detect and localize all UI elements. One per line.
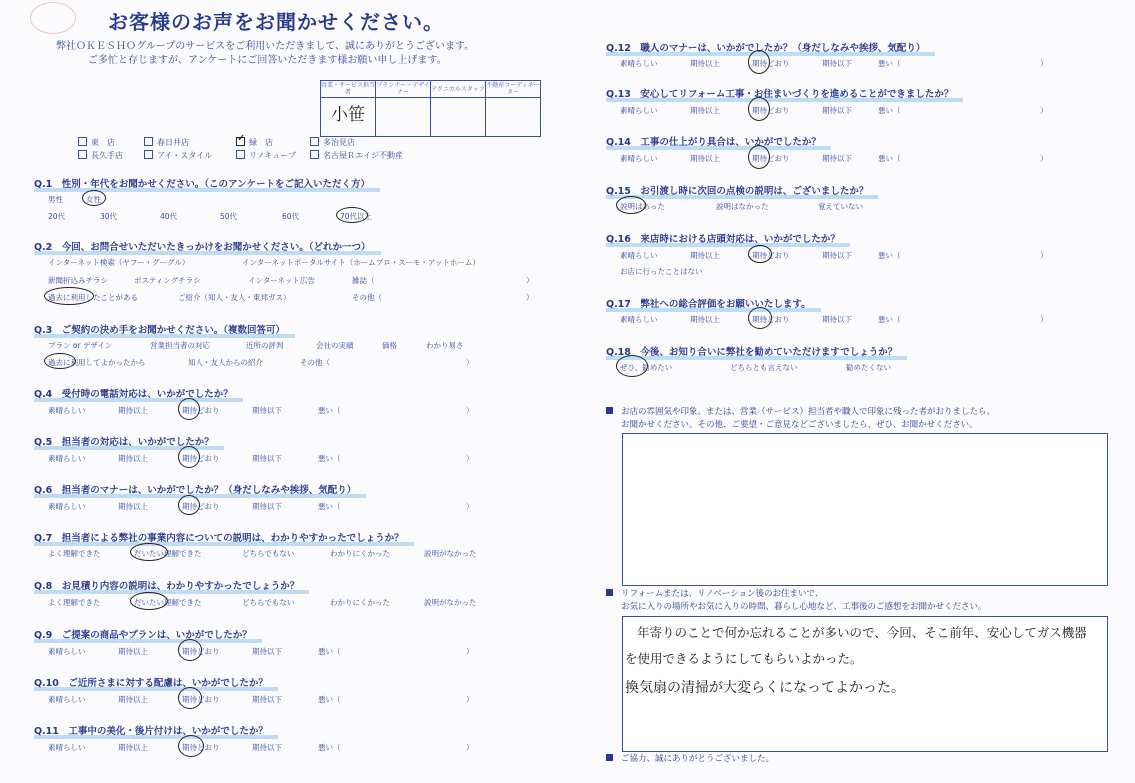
answer-option[interactable]: 過去に利用したことがある	[48, 293, 138, 302]
selected-answer-circle	[82, 190, 106, 206]
answer-option[interactable]: 悪い（	[878, 251, 901, 260]
answer-option[interactable]: 素晴らしい	[620, 315, 658, 324]
answer-option[interactable]: よく理解できた	[48, 549, 101, 558]
answer-option[interactable]: 新聞折込みチラシ	[48, 276, 108, 285]
answer-option[interactable]: どちらでもない	[242, 549, 295, 558]
answer-option[interactable]: ）	[466, 695, 474, 704]
answer-option[interactable]: 期待どおり	[752, 154, 790, 163]
question-label: Q.5 担当者の対応は、いかがでしたか？	[34, 437, 214, 448]
section-comments-header	[606, 406, 995, 432]
selected-answer-circle	[178, 639, 202, 661]
question-right-7	[606, 344, 897, 358]
selected-answer-circle	[130, 592, 168, 610]
handwritten-line-1: 年寄りのことで何か忘れることが多いので、今回、そこ前年、安心してガス機器	[637, 625, 1087, 640]
store-checkbox[interactable]	[310, 137, 319, 146]
store-label: 名古屋Ｒエイジ不動産	[323, 151, 403, 160]
comments-box[interactable]	[622, 433, 1108, 586]
staff-header-technical: テクニカルスタッフ	[431, 81, 486, 98]
answer-option[interactable]: 期待以下	[822, 315, 852, 324]
selected-answer-circle	[178, 446, 200, 468]
answer-option[interactable]: 説明はあった	[620, 202, 665, 211]
section1-line-2: お聞かせください。その他、ご要望・ご意見などございましたら、ぜひ、お聞かせください。	[621, 420, 978, 430]
staff-header-sales: 営業・サービス担当者	[321, 82, 376, 96]
answer-option[interactable]: 悪い（	[878, 315, 901, 324]
answer-option[interactable]: ）	[466, 743, 474, 752]
question-label: Q.10 ご近所さまに対する配慮は、いかがでしたか？	[34, 678, 268, 689]
answer-option[interactable]: 20代	[48, 212, 66, 221]
answer-option[interactable]: 期待以上	[690, 154, 720, 163]
answer-option[interactable]: 近所の評判	[246, 341, 284, 350]
answer-option[interactable]: 期待どおり	[182, 695, 220, 704]
question-right-2	[606, 86, 953, 100]
selected-answer-circle	[178, 495, 200, 515]
staff-header-realestate: 不動産コーディネーター	[486, 82, 540, 96]
answer-option[interactable]: 期待以上	[118, 743, 148, 752]
question-label: Q.17 弊社への総合評価をお願いいたします。	[606, 299, 811, 310]
answer-option[interactable]: 期待以上	[118, 695, 148, 704]
answer-option[interactable]: ）	[526, 276, 534, 285]
question-label: Q.16 来店時における店頭対応は、いかがでしたか？	[606, 234, 840, 245]
selected-answer-circle	[178, 735, 204, 757]
answer-option[interactable]: 50代	[220, 212, 238, 221]
answer-option[interactable]: 期待どおり	[752, 106, 790, 115]
answer-option[interactable]: 期待どおり	[752, 315, 790, 324]
question-right-3	[606, 134, 821, 148]
answer-option[interactable]: 期待以上	[118, 502, 148, 511]
footer-text: ご協力、誠にありがとうございました。	[621, 754, 775, 764]
selected-answer-circle	[336, 207, 368, 223]
answer-option[interactable]: 素晴らしい	[620, 59, 658, 68]
answer-option[interactable]: よく理解できた	[48, 598, 101, 607]
answer-option[interactable]: 期待以上	[690, 251, 720, 260]
handwritten-line-2: を使用できるようにしてもらいよかった。	[625, 651, 863, 666]
answer-option[interactable]: 会社の実績	[316, 341, 354, 350]
answer-option[interactable]: 悪い（	[878, 106, 901, 115]
question-left-3	[34, 322, 285, 336]
handwritten-line-3: 換気扇の清掃が大変らくになってよかった。	[625, 680, 905, 696]
answer-option[interactable]: 期待以下	[252, 454, 282, 463]
answer-option[interactable]: 期待以上	[690, 59, 720, 68]
question-left-7	[34, 530, 404, 544]
answer-option[interactable]: 期待以下	[252, 743, 282, 752]
answer-option[interactable]: 70代以上	[340, 212, 373, 221]
staff-sales-cell[interactable]	[321, 98, 376, 137]
answer-option[interactable]: 営業担当者の対応	[150, 341, 210, 350]
selected-answer-circle	[178, 687, 202, 709]
store-checkbox[interactable]	[310, 150, 319, 159]
answer-option[interactable]: 説明がなかった	[424, 549, 477, 558]
question-left-6	[34, 482, 356, 496]
answer-option[interactable]: 期待以下	[252, 406, 282, 415]
answer-option[interactable]: 期待どおり	[752, 59, 790, 68]
answer-option[interactable]: 男性	[48, 195, 63, 204]
question-label: Q.9 ご提案の商品やプランは、いかがでしたか？	[34, 630, 252, 641]
question-right-4	[606, 183, 868, 197]
answer-option[interactable]: わかりにくかった	[330, 598, 390, 607]
answer-option[interactable]: 期待以上	[118, 647, 148, 656]
answer-option[interactable]: 期待以下	[252, 647, 282, 656]
answer-option[interactable]: ）	[466, 406, 474, 415]
answer-option[interactable]: 素晴らしい	[48, 743, 86, 752]
answer-option[interactable]: ）	[1040, 59, 1048, 68]
answer-option[interactable]: 悪い（	[318, 454, 341, 463]
answer-option[interactable]: どちらとも言えない	[730, 363, 798, 372]
question-label: Q.15 お引渡し時に次回の点検の説明は、ございましたか？	[606, 186, 869, 197]
selected-answer-circle	[748, 50, 770, 74]
answer-option[interactable]: ）	[1040, 251, 1048, 260]
answer-option[interactable]: 雑誌（	[352, 276, 375, 285]
page-title: お客様のお声をお聞かせください。	[108, 10, 444, 34]
answer-option[interactable]: 女性	[86, 195, 101, 204]
question-label: Q.18 今後、お知り合いに弊社を勧めていただけますでしょうか？	[606, 347, 898, 358]
answer-option[interactable]: 覚えていない	[818, 202, 863, 211]
footer	[606, 753, 774, 766]
answer-option[interactable]: 悪い（	[318, 647, 341, 656]
intro-text	[56, 40, 474, 68]
intro-line-2: ご多忙と存じますが、アンケートにご回答いただきます様お願い申し上げます。	[88, 55, 447, 66]
question-left-4	[34, 386, 233, 400]
store-checkboxes	[78, 133, 403, 162]
section2-line-1: リフォームまたは、リノベーション後のお住まいで、	[621, 589, 824, 599]
answer-option[interactable]: 価格	[382, 341, 397, 350]
answer-option[interactable]: 悪い（	[318, 695, 341, 704]
store-label: 多治見店	[323, 138, 355, 147]
question-label: Q.6 担当者のマナーは、いかがでしたか？（身だしなみや挨拶、気配り）	[34, 485, 357, 496]
question-left-1	[34, 176, 370, 190]
question-label: Q.14 工事の仕上がり具合は、いかがでしたか？	[606, 137, 821, 148]
answer-option[interactable]: 素晴らしい	[620, 106, 658, 115]
answer-option[interactable]: ご紹介（知人・友人・東邦ガス）	[178, 293, 291, 302]
question-label: Q.2 今回、お問合せいただいたきっかけをお聞かせください。（どれか一つ）	[34, 242, 371, 253]
selected-answer-circle	[748, 145, 770, 169]
answer-option[interactable]: 知人・友人からの紹介	[188, 358, 263, 367]
selected-answer-circle	[130, 543, 168, 561]
answer-option[interactable]: ）	[466, 502, 474, 511]
answer-option[interactable]: 期待以上	[690, 315, 720, 324]
selected-answer-circle	[748, 97, 770, 121]
answer-option[interactable]: ）	[466, 358, 474, 367]
answer-option[interactable]: 期待以上	[118, 406, 148, 415]
answer-option[interactable]: ）	[1040, 154, 1048, 163]
staff-header-planner: プランナー・デザイナー	[376, 82, 430, 96]
answer-option[interactable]: 悪い（	[878, 154, 901, 163]
answer-option[interactable]: 悪い（	[318, 406, 341, 415]
intro-line-1: 弊社ＯＫＥＳＨＯグループのサービスをご利用いただきまして、誠にありがとうございます。	[56, 41, 475, 52]
answer-option[interactable]: 期待以下	[822, 154, 852, 163]
question-left-9	[34, 627, 252, 641]
answer-option[interactable]: 説明はなかった	[716, 202, 769, 211]
question-left-10	[34, 675, 268, 689]
seal-stamp	[30, 2, 76, 34]
answer-option[interactable]: ポスティングチラシ	[134, 276, 201, 285]
answer-option[interactable]: 40代	[160, 212, 178, 221]
answer-option[interactable]: 期待以下	[822, 106, 852, 115]
staff-table	[320, 80, 541, 137]
answer-option[interactable]: だいたい理解できた	[134, 598, 202, 607]
store-label: 春日井店	[157, 138, 189, 147]
answer-option[interactable]: その他（	[352, 293, 382, 302]
answer-option[interactable]: 期待以上	[118, 454, 148, 463]
question-label: Q.4 受付時の電話対応は、いかがでしたか？	[34, 389, 233, 400]
answer-option[interactable]: ）	[1040, 106, 1048, 115]
question-label: Q.12 職人のマナーは、いかがでしたか？（身だしなみや挨拶、気配り）	[606, 43, 926, 54]
selected-answer-circle	[178, 398, 200, 420]
answer-option[interactable]: 期待以下	[822, 251, 852, 260]
answer-option[interactable]: その他（	[300, 358, 330, 367]
question-label: Q.8 お見積り内容の説明は、わかりやすかったでしょうか？	[34, 581, 300, 592]
section-impressions-header	[606, 588, 987, 614]
answer-option[interactable]: インターネット広告	[248, 276, 315, 285]
answer-option[interactable]: 素晴らしい	[48, 647, 86, 656]
answer-option[interactable]: 期待どおり	[182, 502, 220, 511]
answer-option[interactable]: 悪い（	[878, 59, 901, 68]
bullet-square-icon	[606, 407, 613, 414]
store-checkbox[interactable]	[78, 150, 87, 159]
answer-option[interactable]: 期待以下	[252, 695, 282, 704]
section1-line-1: お店の雰囲気や印象。または、営業（サービス）担当者や職人で印象に残った者がおりましたら、	[621, 407, 996, 417]
answer-option[interactable]: 素晴らしい	[48, 454, 86, 463]
answer-option[interactable]: だいたい理解できた	[134, 549, 202, 558]
store-checkbox[interactable]	[78, 137, 87, 146]
answer-option[interactable]: 期待どおり	[182, 454, 220, 463]
answer-option[interactable]: 期待以上	[690, 106, 720, 115]
question-label: Q.7 担当者による弊社の事業内容についての説明は、わかりやすかったでしょうか？	[34, 533, 404, 544]
store-label: 東 店	[91, 138, 115, 147]
answer-option[interactable]: インターネットポータルサイト（ホームプロ・スーモ・アットホーム）	[242, 258, 480, 267]
answer-option[interactable]: 説明がなかった	[424, 598, 477, 607]
question-label: Q.13 安心してリフォーム工事・お住まいづくりを進めることができましたか？	[606, 89, 954, 100]
answer-option[interactable]: プラン or デザイン	[48, 341, 113, 350]
answer-option[interactable]: ）	[466, 454, 474, 463]
section2-line-2: お気に入りの場所やお気に入りの時間、暮らし心地など、工事後のご感想をお聞かせください。	[621, 602, 987, 612]
store-checkbox[interactable]	[236, 150, 245, 159]
store-checkbox[interactable]	[144, 150, 153, 159]
store-label: 緑 店	[249, 138, 273, 147]
answer-option[interactable]: 過去に利用してよかったから	[48, 358, 146, 367]
answer-option[interactable]: ぜひ、勧めたい	[620, 363, 673, 372]
selected-answer-circle	[44, 287, 94, 305]
store-checkbox-checked[interactable]	[236, 133, 246, 146]
answer-option[interactable]: 期待以下	[822, 59, 852, 68]
answer-option[interactable]: 素晴らしい	[48, 502, 86, 511]
answer-option[interactable]: お店に行ったことはない	[620, 267, 703, 276]
answer-option[interactable]: 期待どおり	[752, 251, 790, 260]
answer-option[interactable]: 素晴らしい	[620, 154, 658, 163]
question-label: Q.1 性別・年代をお聞かせください。（このアンケートをご記入いただく方）	[34, 179, 370, 190]
answer-option[interactable]: ）	[526, 293, 534, 302]
answer-option[interactable]: 期待以下	[252, 502, 282, 511]
answer-option[interactable]: わかり易さ	[426, 341, 464, 350]
bullet-square-icon	[606, 589, 613, 596]
checkmark-icon: ✓	[237, 133, 246, 144]
staff-planner-cell[interactable]	[376, 98, 431, 137]
store-label: 長久手店	[91, 151, 123, 160]
answer-option[interactable]: 60代	[282, 212, 300, 221]
answer-option[interactable]: 悪い（	[318, 743, 341, 752]
store-label: リノキューブ	[249, 151, 296, 160]
question-left-8	[34, 578, 299, 592]
answer-option[interactable]: 期待どおり	[182, 406, 220, 415]
question-right-6	[606, 296, 811, 310]
answer-option[interactable]: どちらでもない	[242, 598, 295, 607]
answer-option[interactable]: ）	[466, 647, 474, 656]
staff-realestate-cell[interactable]	[486, 98, 541, 137]
answer-option[interactable]: 期待どおり	[182, 743, 220, 752]
answer-option[interactable]: インターネット検索（ヤフー・グーグル）	[48, 258, 190, 267]
store-checkbox[interactable]	[144, 137, 153, 146]
answer-option[interactable]: ）	[1040, 315, 1048, 324]
answer-option[interactable]: 悪い（	[318, 502, 341, 511]
impressions-box[interactable]	[622, 616, 1108, 752]
bullet-square-icon	[606, 754, 613, 761]
store-label: アイ・スタイル	[157, 151, 213, 160]
answer-option[interactable]: 素晴らしい	[48, 406, 86, 415]
answer-option[interactable]: 勧めたくない	[846, 363, 891, 372]
answer-option[interactable]: 素晴らしい	[620, 251, 658, 260]
answer-option[interactable]: 期待どおり	[182, 647, 220, 656]
selected-answer-circle	[616, 196, 646, 214]
answer-option[interactable]: 素晴らしい	[48, 695, 86, 704]
staff-technical-cell[interactable]	[431, 98, 486, 137]
question-right-5	[606, 231, 840, 245]
question-label: Q.11 工事中の美化・後片付けは、いかがでしたか？	[34, 726, 268, 737]
question-left-2	[34, 239, 371, 253]
selected-answer-circle	[748, 307, 772, 329]
selected-answer-circle	[616, 355, 648, 377]
staff-sales-name: 小笹	[331, 105, 365, 125]
selected-answer-circle	[44, 353, 76, 369]
answer-option[interactable]: わかりにくかった	[330, 549, 390, 558]
question-left-11	[34, 723, 268, 737]
selected-answer-circle	[748, 245, 772, 263]
answer-option[interactable]: 30代	[100, 212, 118, 221]
question-label: Q.3 ご契約の決め手をお聞かせください。（複数回答可）	[34, 325, 286, 336]
